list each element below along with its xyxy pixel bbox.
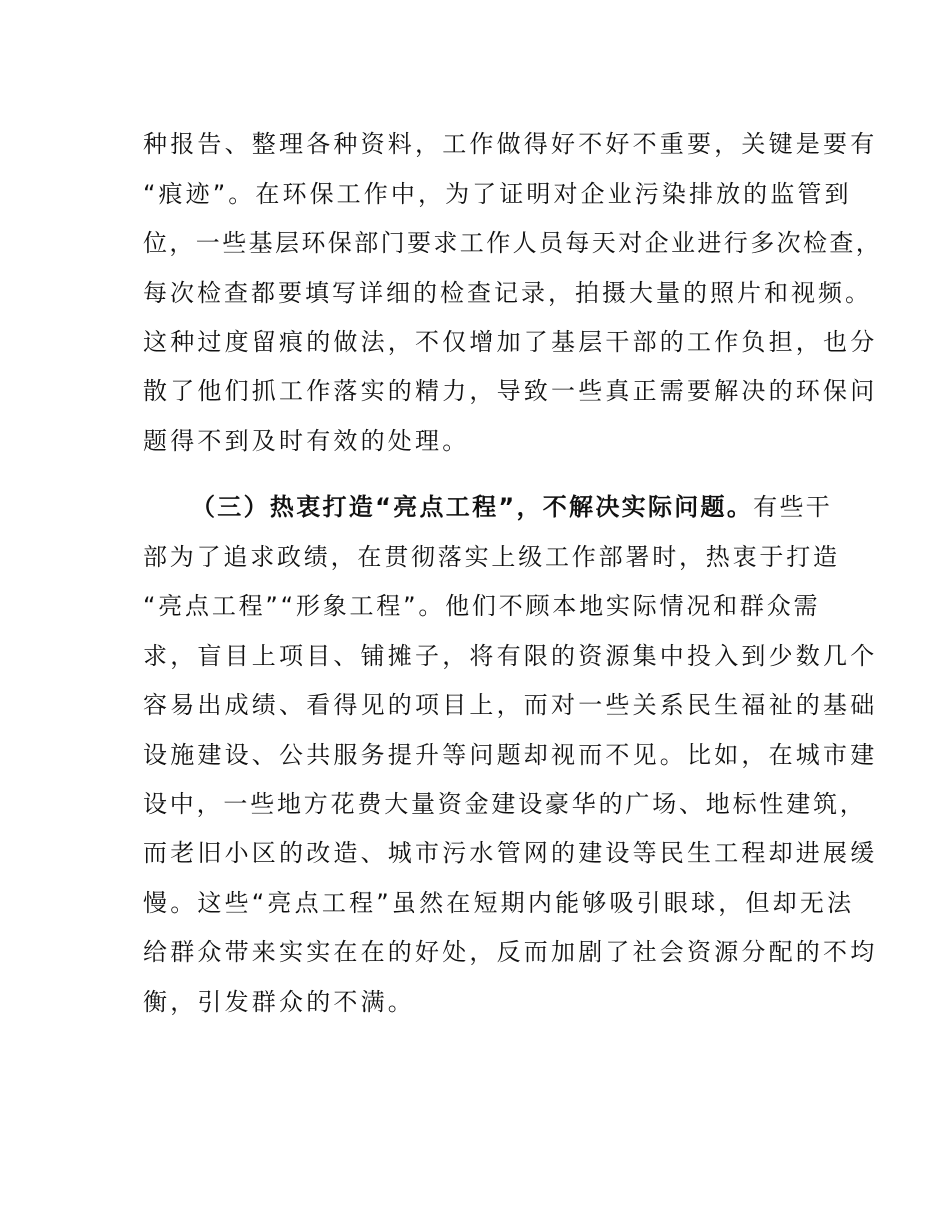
paragraph-2-line-5: 容易出成绩、看得见的项目上，而对一些关系民生福祉的基础 (143, 691, 878, 719)
paragraph-1-line-2: “痕迹”。在环保工作中，为了证明对企业污染排放的监管到 (143, 180, 852, 208)
paragraph-1-line-4: 每次检查都要填写详细的检查记录，拍摄大量的照片和视频。 (143, 279, 872, 307)
section-heading: （三）热衷打造“亮点工程”，不解决实际问题。 (191, 493, 754, 521)
paragraph-1-line-7: 题得不到及时有效的处理。 (143, 427, 470, 455)
paragraph-2-line-2: 部为了追求政绩，在贯彻落实上级工作部署时，热衷于打造 (143, 543, 840, 571)
paragraph-2-line-8: 而老旧小区的改造、城市污水管网的建设等民生工程却进展缓 (143, 839, 878, 867)
paragraph-2-line-10: 给群众带来实实在在的好处，反而加剧了社会资源分配的不均 (143, 938, 878, 966)
paragraph-2-line-3: “亮点工程”“形象工程”。他们不顾本地实际情况和群众需 (143, 592, 821, 620)
paragraph-1-line-3: 位，一些基层环保部门要求工作人员每天对企业进行多次检查， (143, 229, 883, 257)
paragraph-2-line-9: 慢。这些“亮点工程”虽然在短期内能够吸引眼球，但却无法 (143, 889, 855, 917)
paragraph-2-line-11: 衡，引发群众的不满。 (143, 988, 415, 1016)
paragraph-2-line-1 (191, 491, 832, 523)
paragraph-1-line-1: 种报告、整理各种资料，工作做得好不好不重要，关键是要有 (143, 130, 878, 158)
paragraph-1-line-6: 散了他们抓工作落实的精力，导致一些真正需要解决的环保问 (143, 377, 878, 405)
paragraph-2-line-6: 设施建设、公共服务提升等问题却视而不见。比如，在城市建 (143, 741, 878, 769)
paragraph-2-line-1-text: 有些干 (753, 493, 833, 521)
paragraph-1-line-5: 这种过度留痕的做法，不仅增加了基层干部的工作负担，也分 (143, 328, 878, 356)
paragraph-2-line-7: 设中，一些地方花费大量资金建设豪华的广场、地标性建筑， (143, 790, 867, 818)
paragraph-2-line-4: 求，盲目上项目、铺摊子，将有限的资源集中投入到少数几个 (143, 642, 878, 670)
